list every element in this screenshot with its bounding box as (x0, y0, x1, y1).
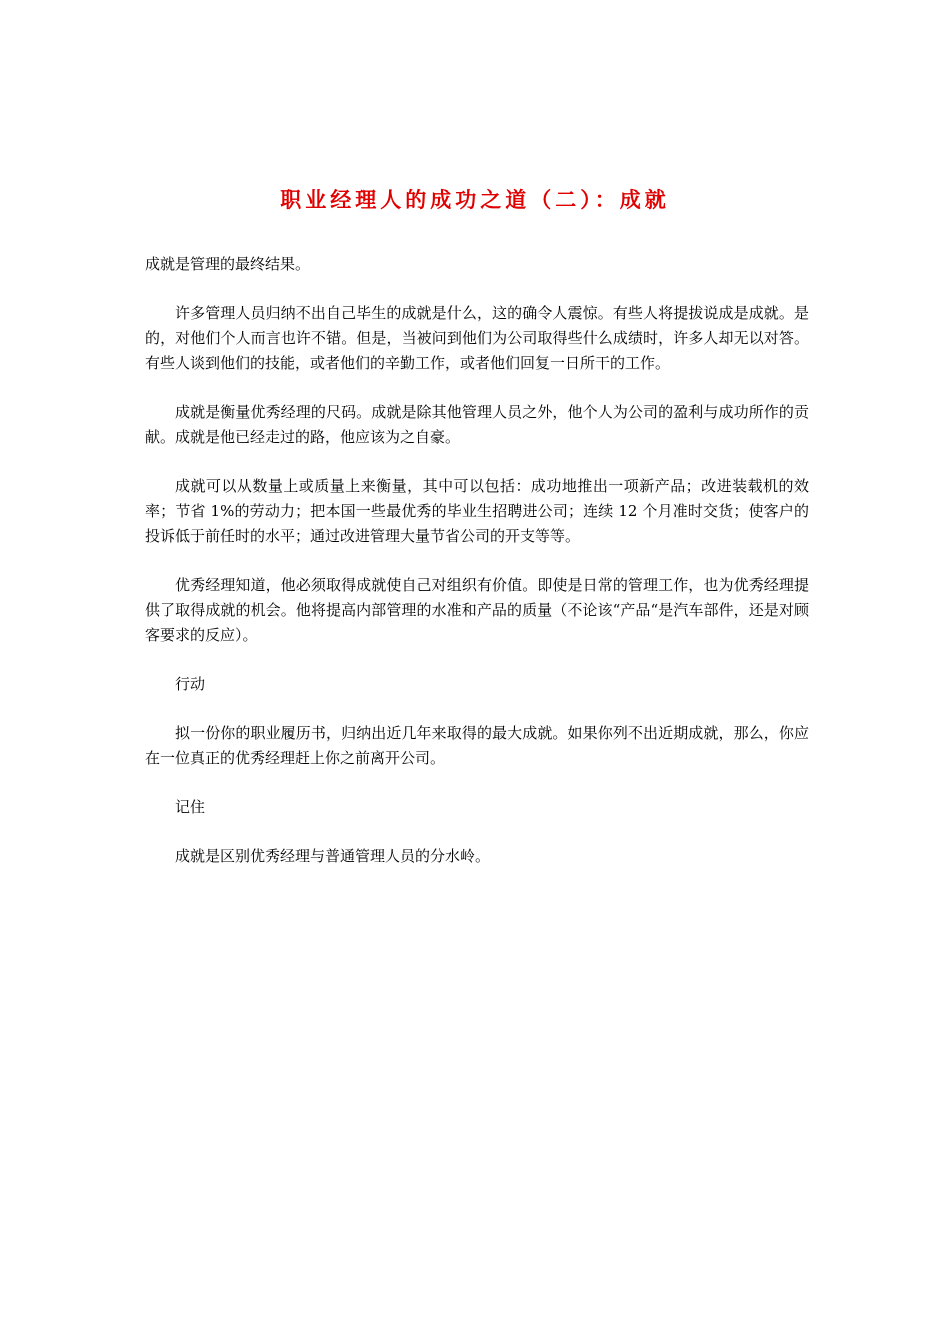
paragraph-remember: 成就是区别优秀经理与普通管理人员的分水岭。 (175, 847, 491, 865)
paragraph-measure-of-manager: 成就是衡量优秀经理的尺码。成就是除其他管理人员之外，他个人为公司的盈利与成功所作的贡献。成就是他已经走过的路，他应该为之自豪。 (145, 403, 809, 446)
document-body (145, 252, 809, 893)
paragraph-achievements-unknown: 许多管理人员归纳不出自己毕生的成就是什么，这的确令人震惊。有些人将提拔说成是成就。是的，对他们个人而言也许不错。但是，当被问到他们为公司取得些什么成绩时，许多人却无以对答。有些人谈到他们的技能，或者他们的辛勤工作，或者他们回复一日所干的工作。 (145, 304, 809, 372)
paragraph-intro: 成就是管理的最终结果。 (145, 255, 311, 273)
document-title: 职业经理人的成功之道（二）：成就 (280, 187, 670, 212)
paragraph-action: 拟一份你的职业履历书，归纳出近几年来取得的最大成就。如果你列不出近期成就，那么，你应在一位真正的优秀经理赶上你之前离开公司。 (145, 724, 809, 767)
section-heading-action: 行动 (175, 675, 206, 693)
section-heading-remember: 记住 (175, 798, 206, 816)
paragraph-value-to-organization: 优秀经理知道，他必须取得成就使自己对组织有价值。即使是日常的管理工作，也为优秀经理提供了取得成就的机会。他将提高内部管理的水准和产品的质量（不论该“产品“是汽车部件，还是对顾客要求的反应）。 (145, 576, 809, 644)
paragraph-quantity-quality: 成就可以从数量上或质量上来衡量，其中可以包括：成功地推出一项新产品；改进装载机的效率；节省 1%的劳动力；把本国一些最优秀的毕业生招聘进公司；连续 12 个月准时交货；使客户的投诉低于前任时的水平；通过改进管理大量节省公司的开支等等。 (145, 477, 809, 545)
